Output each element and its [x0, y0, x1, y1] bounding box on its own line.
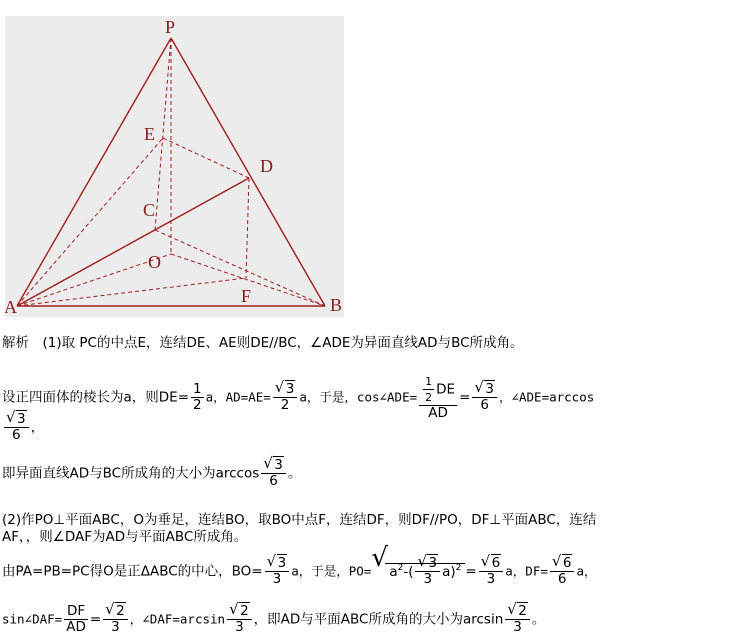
fraction-sqrt3-over-2: √ 3 2 [273, 382, 298, 413]
sqrt-radicand: 3 [285, 381, 295, 397]
fraction-sqrt2-over-3: √ 2 3 [227, 604, 252, 635]
frac-den: 3 [103, 619, 128, 635]
label-B: B [330, 295, 343, 315]
fraction-sqrt3-over-6: √ 3 6 [472, 382, 497, 413]
sqrt-radicand: 3 [277, 555, 287, 571]
sqrt-radicand: 2 [240, 603, 249, 619]
text-segment: a， [576, 563, 597, 579]
segment-DE [163, 138, 249, 178]
segment-DF [246, 178, 249, 278]
text-segment: ，即AD与平面ABC所成角的大小为arcsin [253, 611, 504, 628]
text-segment: 。 [287, 465, 302, 482]
sqrt-radicand: 2 [116, 603, 125, 619]
text-segment: AF，，则∠DAF为AD与平面ABC所成角。 [2, 529, 248, 545]
segment-AE [17, 138, 163, 306]
text-segment: = [459, 389, 471, 406]
text-part2-intro: (2)作PO⊥平面ABC，O为垂足，连结BO，取BO中点F，连结DF，则DF//PO，DF⊥平面ABC，连结 [2, 512, 597, 528]
edge-PC [155, 38, 171, 230]
fraction-df-over-ad [64, 604, 88, 635]
text-segment: 设正四面体的棱长为a，则DE= [2, 389, 190, 406]
fraction-sqrt3-over-3: √ 3 3 [265, 556, 290, 587]
frac-den: 3 [479, 571, 504, 587]
sqrt-po-expression: √ $a^2-$( √ 3 3 a)$^2$ [371, 556, 465, 587]
solution-line-5 [2, 512, 596, 528]
fraction-sqrt3-over-6: √ 3 6 [4, 412, 29, 443]
solution-line-1 [2, 335, 524, 351]
sqrt-radicand: 2 [518, 603, 527, 619]
sqrt-radicand: 3 [17, 411, 26, 427]
frac-den: 6 [4, 427, 29, 443]
frac-den: 2 [273, 397, 298, 413]
sqrt-radicand: 6 [562, 555, 572, 571]
frac-num: 1 [193, 381, 202, 397]
exponent: 2 [397, 562, 404, 573]
label-P: P [165, 17, 176, 37]
text-segment: ，∠ADE=arccos [498, 389, 595, 405]
tetrahedron-diagram [5, 16, 344, 317]
text-segment: a，于是，cos∠ADE= [299, 389, 418, 405]
text-segment: = [465, 563, 477, 580]
frac-den: 3 [265, 571, 290, 587]
frac-den: 6 [472, 397, 497, 413]
frac-num: 1 [425, 375, 433, 388]
fraction-half [191, 382, 204, 413]
frac-num: DF [66, 603, 86, 619]
fraction-sqrt6-over-6: √ 6 6 [550, 556, 575, 587]
label-F: F [241, 286, 252, 306]
frac-den: 6 [550, 571, 575, 587]
text-segment: 即异面直线AD与BC所成角的大小为arccos [2, 465, 260, 482]
sqrt-radicand: 3 [485, 381, 494, 397]
label-A: A [5, 297, 17, 317]
text-segment: a [389, 563, 398, 580]
segment-AF [17, 278, 246, 306]
solution-line-2 [2, 374, 594, 421]
frac-den: 2 [193, 397, 202, 413]
text-segment: 由PA=PB=PC得O是正ΔABC的中心，BO= [2, 563, 263, 580]
frac-den: 2 [425, 391, 433, 404]
fraction-sqrt2-over-3: √ 2 3 [505, 604, 530, 635]
edge-BC [155, 230, 325, 306]
text-segment: a，AD=AE= [205, 389, 271, 405]
frac-den: 3 [505, 619, 530, 635]
text-segment: 。 [531, 611, 546, 628]
sqrt-radicand: 6 [491, 555, 501, 571]
fraction-sqrt3-over-6: √ 3 6 [261, 458, 286, 489]
text-segment: a) [442, 563, 456, 580]
solution-line-8 [2, 600, 546, 635]
text-segment: a，DF= [505, 563, 548, 579]
exponent: 2 [455, 562, 462, 573]
sqrt-radicand: 3 [428, 555, 438, 571]
solution-line-3 [2, 408, 45, 443]
tetrahedron-figure [5, 16, 344, 317]
text-segment: = [89, 611, 102, 628]
frac-num: DE [436, 381, 456, 398]
frac-den: 6 [261, 473, 286, 489]
fraction-sqrt2-over-3: √ 2 3 [103, 604, 128, 635]
sqrt-radicand: 3 [274, 457, 283, 473]
frac-den: 3 [227, 619, 252, 635]
frac-den: 3 [415, 571, 440, 587]
label-E: E [144, 124, 155, 144]
text-segment: ，∠DAF=arcsin [129, 611, 226, 627]
edge-PB [171, 38, 325, 306]
solution-line-7 [2, 543, 597, 587]
solution-line-4 [2, 454, 302, 489]
label-D: D [260, 156, 273, 176]
fraction-cos-ade [419, 374, 457, 421]
solution-line-6 [2, 529, 247, 545]
edge-AC [17, 230, 155, 306]
text-segment: -( [403, 563, 414, 580]
segment-AD [17, 178, 252, 306]
text-segment: ， [30, 419, 45, 436]
fraction-sqrt6-over-3: √ 6 3 [479, 556, 504, 587]
text-part1-intro: 解析 (1)取 PC的中点E，连结DE、AE则DE//BC，∠ADE为异面直线AD与BC所成角。 [2, 335, 524, 351]
frac-den: AD [419, 405, 457, 421]
fraction-sqrt3-over-3: √ 3 3 [415, 556, 440, 587]
label-O: O [148, 252, 161, 272]
text-segment: sin∠DAF= [2, 611, 63, 627]
frac-den: AD [66, 619, 86, 635]
text-segment: a，于是，PO= [291, 563, 372, 579]
label-C: C [143, 200, 156, 220]
